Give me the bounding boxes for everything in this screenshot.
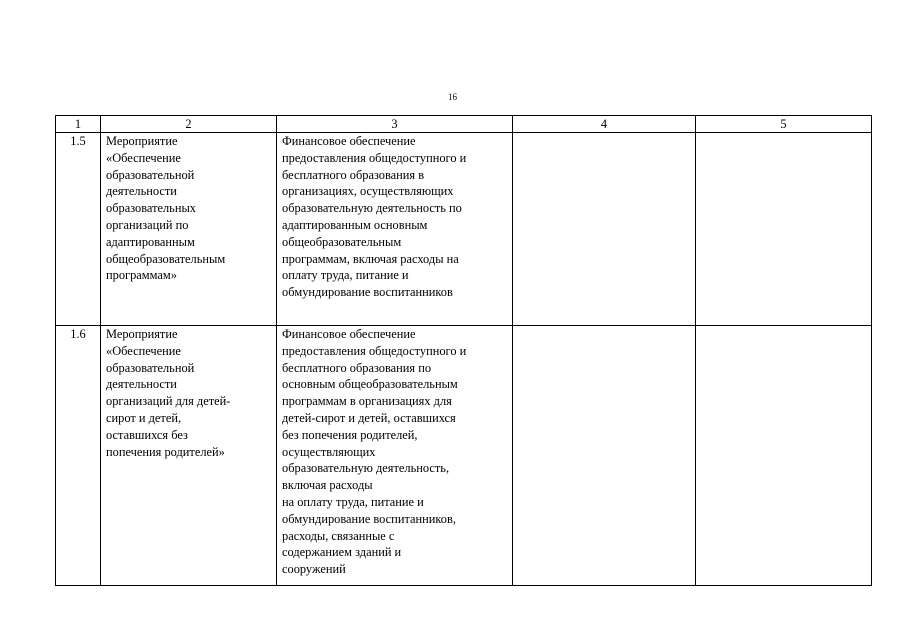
col-4-cell [513,133,696,326]
table-row [56,133,872,326]
row-number: 1.5 [56,133,101,326]
header-col-2: 2 [101,116,277,133]
col-5-cell [696,326,872,586]
header-col-5: 5 [696,116,872,133]
event-name: Мероприятие «Обеспечение образовательной деятельности организаций для детей- сирот и детей, оставшихся без попечения родителей» [101,326,277,586]
event-description: Финансовое обеспечение предоставления общедоступного и бесплатного образования в организациях, осуществляющих образовательную деятельность по адаптированным основным общеобразовательным программам, включая расходы на оплату труда, питание и обмундирование воспитанников [277,133,513,326]
header-col-4: 4 [513,116,696,133]
event-description: Финансовое обеспечение предоставления общедоступного и бесплатного образования по основным общеобразовательным программам в организациях для детей-сирот и детей, оставшихся без попечения родителей, осуществляющих образовательную деятельность, включая расходы на оплату труда, питание и обмундирование воспитанников, расходы, связанные с содержанием зданий и сооружений [277,326,513,586]
page-number: 16 [448,92,457,102]
header-col-1: 1 [56,116,101,133]
header-col-3: 3 [277,116,513,133]
col-5-cell [696,133,872,326]
table-row [56,326,872,586]
event-name: Мероприятие «Обеспечение образовательной деятельности образовательных организаций по адаптированным общеобразовательным программам» [101,133,277,326]
col-4-cell [513,326,696,586]
table-header-row [56,116,872,133]
row-number: 1.6 [56,326,101,586]
measures-table [55,115,872,586]
